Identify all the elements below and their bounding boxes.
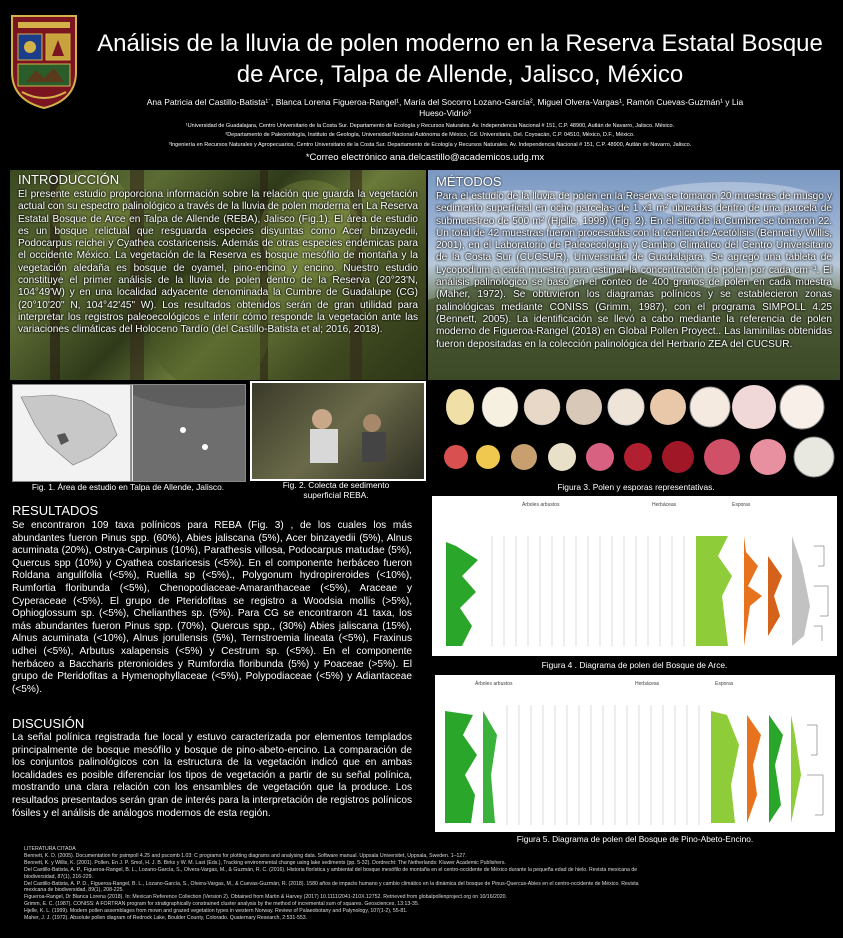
results-text: Se encontraron 109 taxa polínicos para REBA (Fig. 3) , de los cuales los más abundantes fueron Pinus spp. (60%), Abies jaliscana (5%), Acer binzayedii (5%), Alnus acuminata (20%), Ostrya-Carpinus (10%), Parathesis villosa, Podocarpus matudae (5%), Quercus spp (10%) y Cyathea costaricesis (<5%). En el componente herbáceo fueron Roldana angulifolia (<5%), Ruellia sp (<5%)., Polygonum hydropireroides (<10%), Rumfortia floribunda (<5%), Chenopodiaceae-Amaranthaceae (<5%), Araceae y Cyperaceae (<5%). El grupo de Pteridofitas se registro a Woodsia mollis (>5%), Ophioglossum sp. (<5%), Chelianthes sp. (5%). Para CG se encontraron 41 taxa, los más abundantes fueron Pinus spp. (70%), Quercus spp., (30%) Abies jaliscana (15%), Alnus acuminata (<10%), Alnus jorullensis (5%), Ternstroemia lineata (<5%), Fraxinus udhei (<5%), Arbutus xalapensis (<5%) y Cestrum sp. (<5%). En el componente herbáceo a Baccharis pteronioides y Rumfordia floribunda (5%) y Poaceae (>5%). El grupo de Pteridofitas a Hymenophyllaceae (<5%), Polypodiaceae (<5%) y Adiantaceae (<5%). bbox=[12, 520, 412, 695]
figure-3-caption: Figura 3. Polen y esporas representativas. bbox=[557, 482, 715, 492]
title-line-1: Análisis de la lluvia de polen moderno en la Reserva Estatal Bosque bbox=[97, 30, 823, 57]
references-heading: LITERATURA CITADA bbox=[24, 846, 76, 852]
pollen-row-bottom bbox=[444, 437, 834, 477]
affiliation-3: ³Ingeniería en Recursos Naturales y Agropecuarios, Centro Universitario de la Costa Sur. Departamento de Ecología y Recursos Naturales. Av. Independencia Nacional # 151, C.P. 48900, Autlán de Navarro, Jalisco. bbox=[168, 142, 692, 148]
figure-3-pollen-grid bbox=[432, 383, 840, 481]
diagram-4-group-herbs: Herbáceas bbox=[652, 502, 677, 508]
authors bbox=[95, 97, 795, 119]
contact-email: *Correo electrónico ana.delcastillo@academicos.udg.mx bbox=[305, 152, 545, 163]
diagram-5-group-spores: Esporas bbox=[715, 681, 734, 687]
reference-item: Bennett, K. y Willis, K. (2001). Pollen. En J. P. Smol, H. J. B. Birks y W. M. Last (Eds.), Tracking environmental change using lake sediments (pp. 5-32). Dordrecht: The Netherlands: Kluwer Academic Publishers. bbox=[24, 859, 506, 866]
study-area-map bbox=[13, 385, 245, 481]
diagram-4-group-trees: Árboles arbustos bbox=[522, 502, 560, 508]
reference-item: mexicana de biodiversidad, 89(1), 208-225. bbox=[24, 887, 124, 894]
figure-2-caption bbox=[250, 480, 422, 500]
pollen-grains-micrographs bbox=[432, 383, 840, 481]
figure-2-photo bbox=[250, 381, 426, 481]
figure-4-pollen-diagram bbox=[432, 496, 837, 656]
pollen-diagram-bosque-de-arce bbox=[432, 496, 837, 656]
discussion-heading: DISCUSIÓN bbox=[12, 716, 85, 731]
reference-item: Del Castillo-Batista, A. P., Figueroa-Rangel, B. L., Lozano-García, S., Olvera-Vargas, M., & Guzmán, R. C. (2016). Historia florística y ambiental del bosque mesófilo de montaña en el centro-occidente de México durante la pequeña edad de hielo. Revista mexicana de bbox=[24, 866, 638, 873]
figure-5-caption: Figura 5. Diagrama de polen del Bosque de Pino-Abeto-Encino. bbox=[516, 834, 754, 844]
figure-1-map bbox=[12, 384, 246, 482]
authors-line-1: Ana Patricia del Castillo-Batista¹˙, Blanca Lorena Figueroa-Rangel¹, María del Socorro Lozano-García², Miguel Olvera-Vargas¹, Ramón Cuevas-Guzmán¹ y Lia bbox=[146, 97, 744, 107]
introduction-heading: INTRODUCCIÓN bbox=[18, 172, 120, 187]
reference-item: Figueroa-Rangel, Dr Blanca Lorena (2018). In: Mexican Reference Collection (Version 2). Obtained from Martin & Harvey (2017) 10.1111/2041-210X.12752. Retrieved from globalpollenproject.org on 10/16/2020. bbox=[24, 894, 507, 901]
references bbox=[24, 846, 834, 922]
figure-1-caption: Fig. 1. Área de estudio en Talpa de Allende, Jalisco. bbox=[31, 482, 225, 492]
title-line-2: de Arce, Talpa de Allende, Jalisco, México bbox=[236, 61, 684, 88]
affiliation-2: ²Departamento de Paleontología, Instituto de Geología, Universidad Nacional Autónoma de México, Cd. Universitaria, Del. Coyoacán, C.P. 04510, México, D.F., México. bbox=[225, 132, 635, 138]
reference-item: Del Castillo-Batista, A. P. D., Figueroa-Rangel, B. L., Lozano-García, S., Olvera-Vargas, M., & Cuevas-Guzmán, R. (2018). 1580 años de impacto humano y cambio climático en la dinámica del bosque de Pinus-Quercus-Abies en el centro-occidente de México. Revista bbox=[24, 880, 639, 887]
results-heading: RESULTADOS bbox=[12, 503, 99, 518]
reference-item: Bennett, K. D. (2005). Documentation for psimpoll 4.25 and pscomb 1.03: C programs for plotting diagrams and analysing data. Software manual. Uppsala Universitet, Uppsala, Sweden. 1–127. bbox=[24, 852, 467, 859]
methods-heading: MÉTODOS bbox=[436, 174, 502, 189]
diagram-5-group-trees: Árboles arbustos bbox=[475, 681, 513, 687]
pollen-diagram-pino-abeto-encino bbox=[435, 675, 835, 832]
reference-item: Grimm, E. C. (1987). CONISS: A FORTRAN program for stratigraphically constrained cluster analysis by the method of incremental sum of squares. Geosciences, 13:13-35. bbox=[24, 901, 420, 908]
figure-2-caption-line-1: Fig. 2. Colecta de sedimento bbox=[282, 480, 390, 490]
figure-5-pollen-diagram bbox=[435, 675, 835, 832]
methods-text: Para el estudio de la lluvia de polen en la Reserva se tomaron 20 muestras de musgo y sedimento superficial en ocho parcelas de 1 x1 m² ubicadas dentro de una parcela de submuestreo de 500 m² (Hjelle, 1999) (Fig. 2). En el sitio de la Cumbre se tomaron 22. Un total de 42 muestras fueron procesadas con la técnica de Acetólisis (Bennett y Willis, 2001), en el Laboratorio de Paleoecología y Cambio Climático del Centro Universitario de la Costa Sur (CUCSUR), Universidad de Guadalajara. Se agregó una tableta de Lycopodium a cada muestra para estimar la concentración de polen por cada cm⁻³. El análisis palinológico se basó en el conteo de 400 granos de polen en cada muestra (Maher, 1972). Se obtuvieron los diagramas polínicos y se establecieron zonas palinológicas mediante CONISS (Grimm, 1987), con el programa SIMPOLL 4.25 (Bennett, 2005). La identificación se llevó a cabo mediante la referencia de polen moderno de Figueroa-Rangel (2018) en Global Pollen Proyect.. Las laminillas obtenidas fueron depositadas en la colección palinológica del Herbario ZEA del CUCSUR. bbox=[436, 191, 832, 350]
introduction-text: El presente estudio proporciona información sobre la relación que guarda la vegetación actual con su espectro palinológico a través de la lluvia de polen moderna en La Reserva Estatal Bosque de Arce en Talpa de Allende (REBA), Jalisco (Fig.1). El área de estudio es un bosque relictual que resguarda especies disyuntas como Acer binzayedii, Podocarpus reichei y Cyathea costaricensis. Además de otras especies endémicas para el occidente México. La vegetación de la Reserva es bosque mesófilo de montaña y la vegetación aledaña es bosque de oyamel, pino-encino y encino. Nuestro estudio constituye el primer análisis de la lluvia de polen dentro de la Reserva (20°23'N, 104°49'W) y en una localidad adyacente denominada la Cumbre de Guadalupe (CG) (20°10'20" N, 104°42'45" W). Los resultados obtenidos serán de gran utilidad para interpretar los registros paleoecológicos e inferir cómo responde la vegetación ante las variaciones climáticas del Holoceno Tardío (del Castillo-Batista et al; 2016, 2018). bbox=[18, 189, 418, 336]
introduction-panel bbox=[10, 170, 426, 380]
methods-panel bbox=[428, 170, 840, 380]
figure-4-caption: Figura 4 . Diagrama de polen del Bosque de Arce. bbox=[541, 660, 728, 670]
pollen-row-top bbox=[446, 385, 824, 429]
discussion-text: La señal polínica registrada fue local y estuvo caracterizada por elementos templados principalmente de bosque mesófilo y bosque de pino-abeto-encino. La comparación de los conjuntos palinológicos con la estructura de la vegetación indicó que en ambas localidades es posible diferenciar los tipos de vegetación a partir de su señal polínica, mostrando una clara relación con los ensambles de vegetación que la produce. Los resultados presentados serán gran de interés para la interpretación de registros polínicos fósiles y el análisis de análogos modernos de esta región. bbox=[12, 732, 412, 819]
affiliation-1: ¹Universidad de Guadalajara, Centro Universitario de la Costa Sur. Departamento de Ecología y Recursos Naturales. Av. Independencia Nacional # 151, C.P. 48900, Autlán de Navarro, Jalisco. México. bbox=[185, 123, 675, 129]
university-seal-logo bbox=[8, 12, 80, 110]
figure-2-caption-line-2: superficial REBA. bbox=[303, 490, 369, 500]
diagram-5-group-herbs: Herbáceas bbox=[635, 681, 660, 687]
diagram-4-group-spores: Esporas bbox=[732, 502, 751, 508]
reference-item: Maher, J. J. (1972). Absolute pollen diagram of Redrock Lake, Boulder County, Colorado. Quaternary Research, 2:531-553. bbox=[24, 915, 308, 922]
reference-item: biodiversidad, 87(1), 216-229. bbox=[24, 873, 93, 880]
authors-line-2: Hueso-Vidrio³ bbox=[419, 108, 471, 118]
poster-title bbox=[80, 28, 840, 90]
field-collection-photo bbox=[252, 383, 424, 479]
reference-item: Hjelle, K. L. (1999). Modern pollen assemblages from mown and grazed vegetation types in western Norway. Review of Palaeobotany and Palynology, 107(1-2), 55-81. bbox=[24, 908, 408, 915]
